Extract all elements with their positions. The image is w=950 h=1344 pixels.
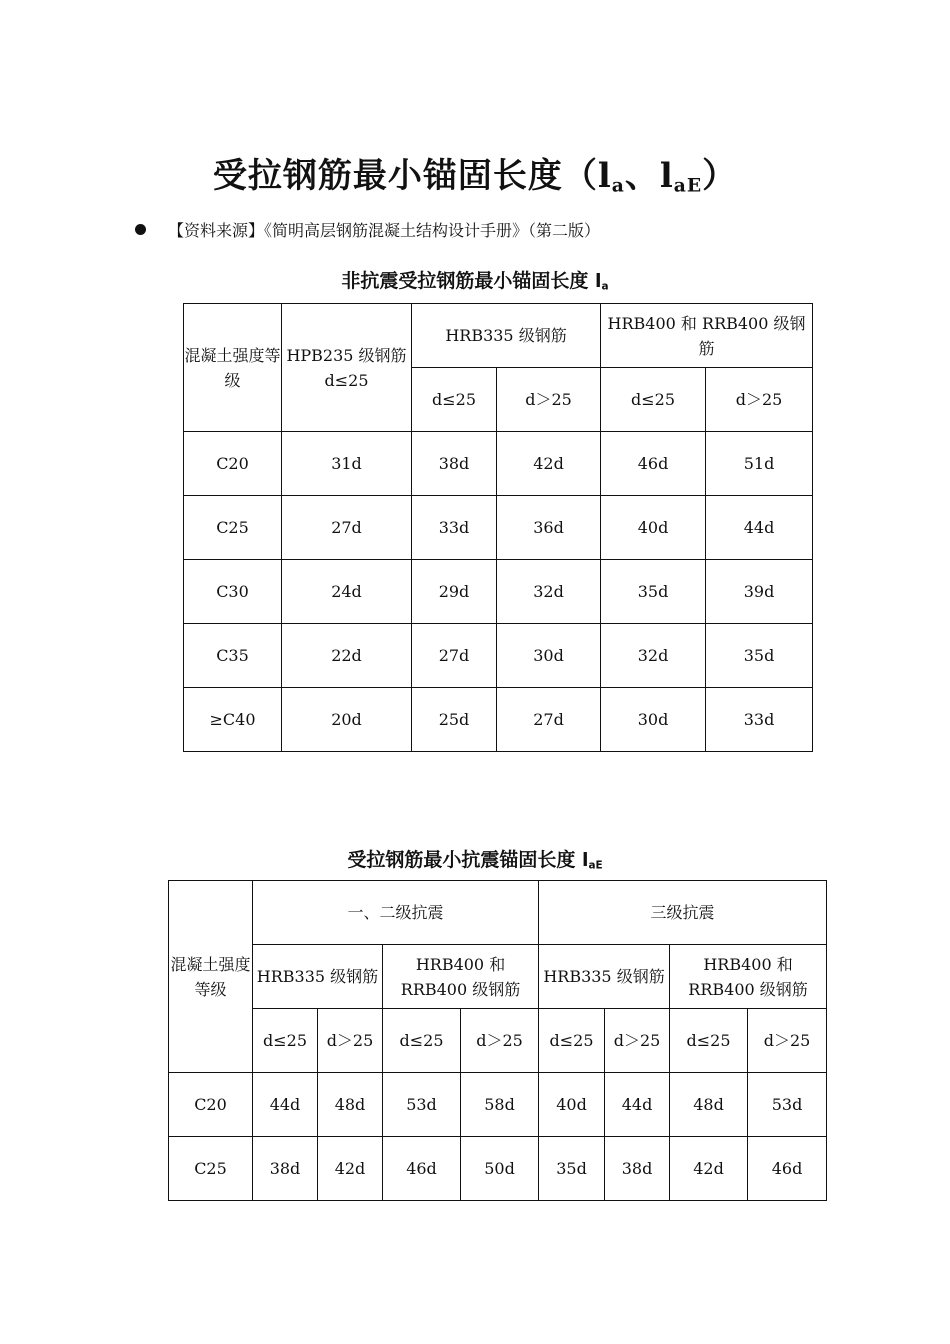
table-cell: 35d: [706, 624, 813, 688]
table-cell: 44d: [253, 1073, 318, 1137]
table-row: [184, 496, 813, 560]
header-hrb335: HRB335 级钢筋: [412, 304, 601, 368]
table-cell: 31d: [282, 432, 412, 496]
table-row: [169, 1073, 827, 1137]
header-d-gt-25: d＞25: [497, 368, 601, 432]
table-cell: 32d: [497, 560, 601, 624]
bullet-icon: [135, 224, 146, 235]
table-cell: 35d: [539, 1137, 605, 1201]
table-row: [184, 560, 813, 624]
table-cell: 25d: [412, 688, 497, 752]
table-cell: C25: [169, 1137, 253, 1201]
header-d-gt-25: d＞25: [706, 368, 813, 432]
source-line: [135, 218, 600, 241]
seismic-anchorage-table: [168, 880, 827, 1201]
table-cell: 22d: [282, 624, 412, 688]
header-d-le-25: d≤25: [670, 1009, 748, 1073]
table-cell: 39d: [706, 560, 813, 624]
table-cell: 27d: [497, 688, 601, 752]
table-cell: 36d: [497, 496, 601, 560]
table-cell: 44d: [605, 1073, 670, 1137]
header-d-le-25: d≤25: [253, 1009, 318, 1073]
header-d-gt-25: d＞25: [605, 1009, 670, 1073]
table-cell: C20: [169, 1073, 253, 1137]
table-cell: 27d: [412, 624, 497, 688]
non-seismic-anchorage-table: [183, 303, 813, 752]
table-row: [184, 624, 813, 688]
table-row: [184, 688, 813, 752]
table-cell: 20d: [282, 688, 412, 752]
header-d-le-25: d≤25: [539, 1009, 605, 1073]
header-hrb400: HRB400 和 RRB400 级钢筋: [383, 945, 539, 1009]
table-cell: 51d: [706, 432, 813, 496]
table-cell: 48d: [318, 1073, 383, 1137]
table-cell: 44d: [706, 496, 813, 560]
table-cell: 27d: [282, 496, 412, 560]
header-d-le-25: d≤25: [412, 368, 497, 432]
table-cell: C25: [184, 496, 282, 560]
table-cell: 42d: [670, 1137, 748, 1201]
table-cell: 46d: [601, 432, 706, 496]
table-cell: 38d: [253, 1137, 318, 1201]
table-cell: 46d: [748, 1137, 827, 1201]
table-cell: 53d: [748, 1073, 827, 1137]
table-cell: 24d: [282, 560, 412, 624]
table-cell: 35d: [601, 560, 706, 624]
table-cell: C35: [184, 624, 282, 688]
header-grade: 混凝土强度等级: [169, 881, 253, 1073]
header-d-gt-25: d＞25: [748, 1009, 827, 1073]
header-grade: 混凝土强度等级: [184, 304, 282, 432]
table-cell: 50d: [461, 1137, 539, 1201]
table-cell: 38d: [605, 1137, 670, 1201]
header-d-gt-25: d＞25: [461, 1009, 539, 1073]
header-hrb335: HRB335 级钢筋: [253, 945, 383, 1009]
table-cell: 40d: [539, 1073, 605, 1137]
header-hrb400: HRB400 和 RRB400 级钢筋: [601, 304, 813, 368]
table-cell: 48d: [670, 1073, 748, 1137]
header-d-le-25: d≤25: [383, 1009, 461, 1073]
table-cell: 30d: [601, 688, 706, 752]
table-cell: 58d: [461, 1073, 539, 1137]
table-cell: 53d: [383, 1073, 461, 1137]
table-cell: C20: [184, 432, 282, 496]
table-row: [169, 1137, 827, 1201]
header-level-3: 三级抗震: [539, 881, 827, 945]
header-d-le-25: d≤25: [601, 368, 706, 432]
table-cell: 30d: [497, 624, 601, 688]
table-cell: 29d: [412, 560, 497, 624]
header-hpb235: HPB235 级钢筋 d≤25: [282, 304, 412, 432]
table-cell: C30: [184, 560, 282, 624]
table-row: [184, 432, 813, 496]
header-hrb400: HRB400 和 RRB400 级钢筋: [670, 945, 827, 1009]
table-cell: 33d: [706, 688, 813, 752]
table-cell: 38d: [412, 432, 497, 496]
table-cell: 42d: [497, 432, 601, 496]
source-text: 【资料来源】《简明高层钢筋混凝土结构设计手册》（第二版）: [168, 221, 601, 240]
table-cell: 33d: [412, 496, 497, 560]
table-cell: 46d: [383, 1137, 461, 1201]
header-level-1-2: 一、二级抗震: [253, 881, 539, 945]
header-hrb335: HRB335 级钢筋: [539, 945, 670, 1009]
table1-caption: 非抗震受拉钢筋最小锚固长度 $l_a$: [341, 270, 609, 293]
table2-caption: 受拉钢筋最小抗震锚固长度 $l_{aE}$: [347, 849, 603, 872]
page-title: 受拉钢筋最小锚固长度（$l_a$、$l_{aE}$）: [212, 156, 738, 197]
table-cell: 42d: [318, 1137, 383, 1201]
table-cell: ≥C40: [184, 688, 282, 752]
header-d-gt-25: d＞25: [318, 1009, 383, 1073]
table-cell: 32d: [601, 624, 706, 688]
table-cell: 40d: [601, 496, 706, 560]
